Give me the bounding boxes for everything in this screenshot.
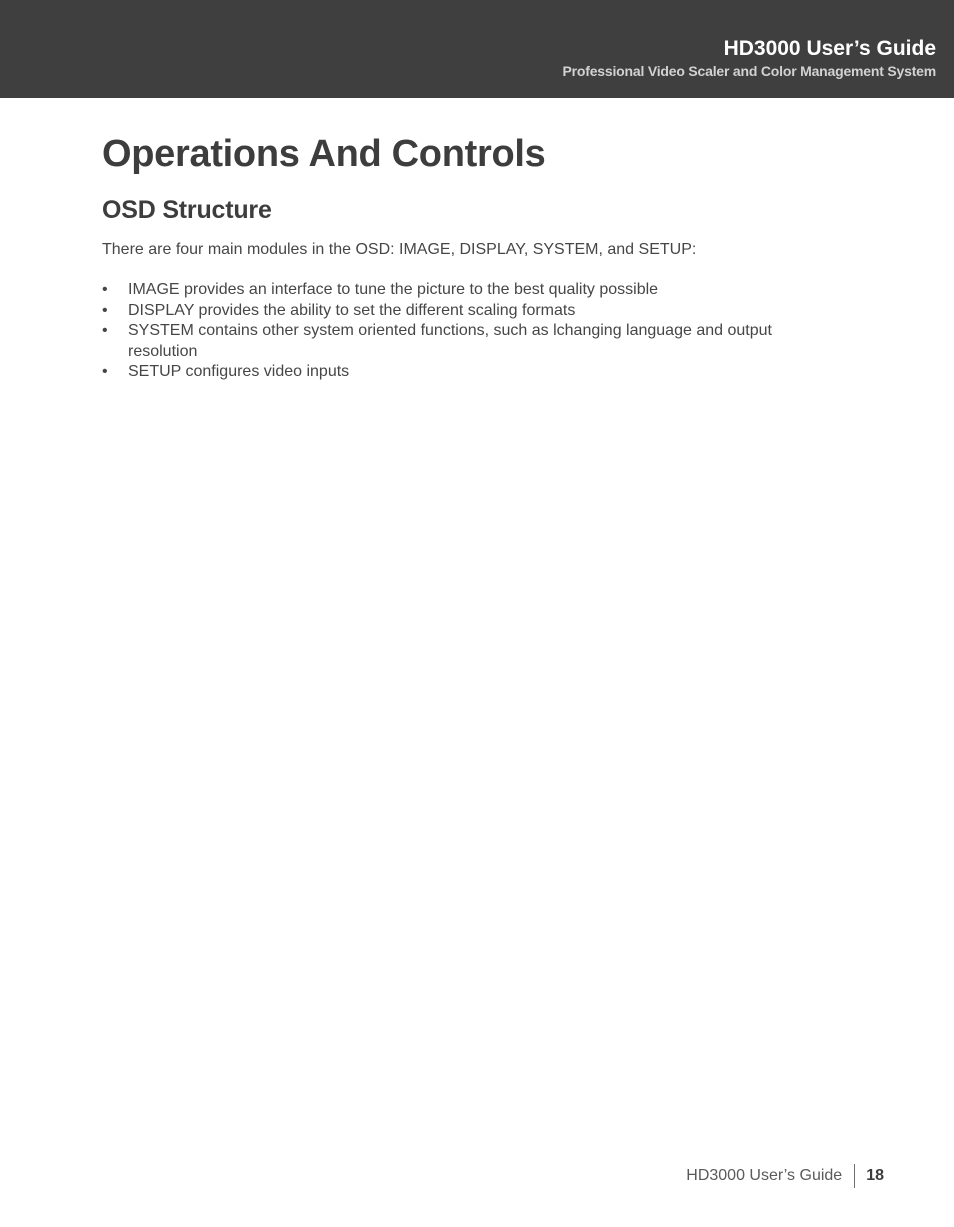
page-title: Operations And Controls: [102, 133, 546, 175]
section-title: OSD Structure: [102, 196, 272, 224]
bullet-icon: •: [102, 322, 108, 339]
list-item-text: IMAGE provides an interface to tune the picture to the best quality possible: [128, 281, 659, 298]
list-item-display: [102, 301, 802, 322]
list-item-text: SYSTEM contains other system oriented functions, such as lchanging language and output resolution: [128, 322, 772, 360]
page-number: 18: [866, 1167, 884, 1184]
header-title: HD3000 User’s Guide: [723, 37, 936, 60]
intro-paragraph: There are four main modules in the OSD: IMAGE, DISPLAY, SYSTEM, and SETUP:: [102, 241, 697, 258]
list-item-setup: [102, 362, 802, 383]
page-content: [102, 130, 802, 383]
module-list: [102, 280, 802, 383]
bullet-icon: •: [102, 281, 108, 298]
footer-divider: [854, 1164, 855, 1188]
page-footer: [686, 1164, 884, 1188]
list-item-text: SETUP configures video inputs: [128, 363, 350, 380]
bullet-icon: •: [102, 363, 108, 380]
footer-guide-name: HD3000 User’s Guide: [686, 1167, 843, 1184]
bullet-icon: •: [102, 301, 108, 319]
list-item-system: [102, 321, 802, 362]
header-subtitle: Professional Video Scaler and Color Management System: [562, 63, 936, 79]
list-item-text: DISPLAY provides the ability to set the different scaling formats: [128, 301, 576, 319]
page-header: [0, 0, 954, 98]
list-item-image: [102, 280, 802, 301]
